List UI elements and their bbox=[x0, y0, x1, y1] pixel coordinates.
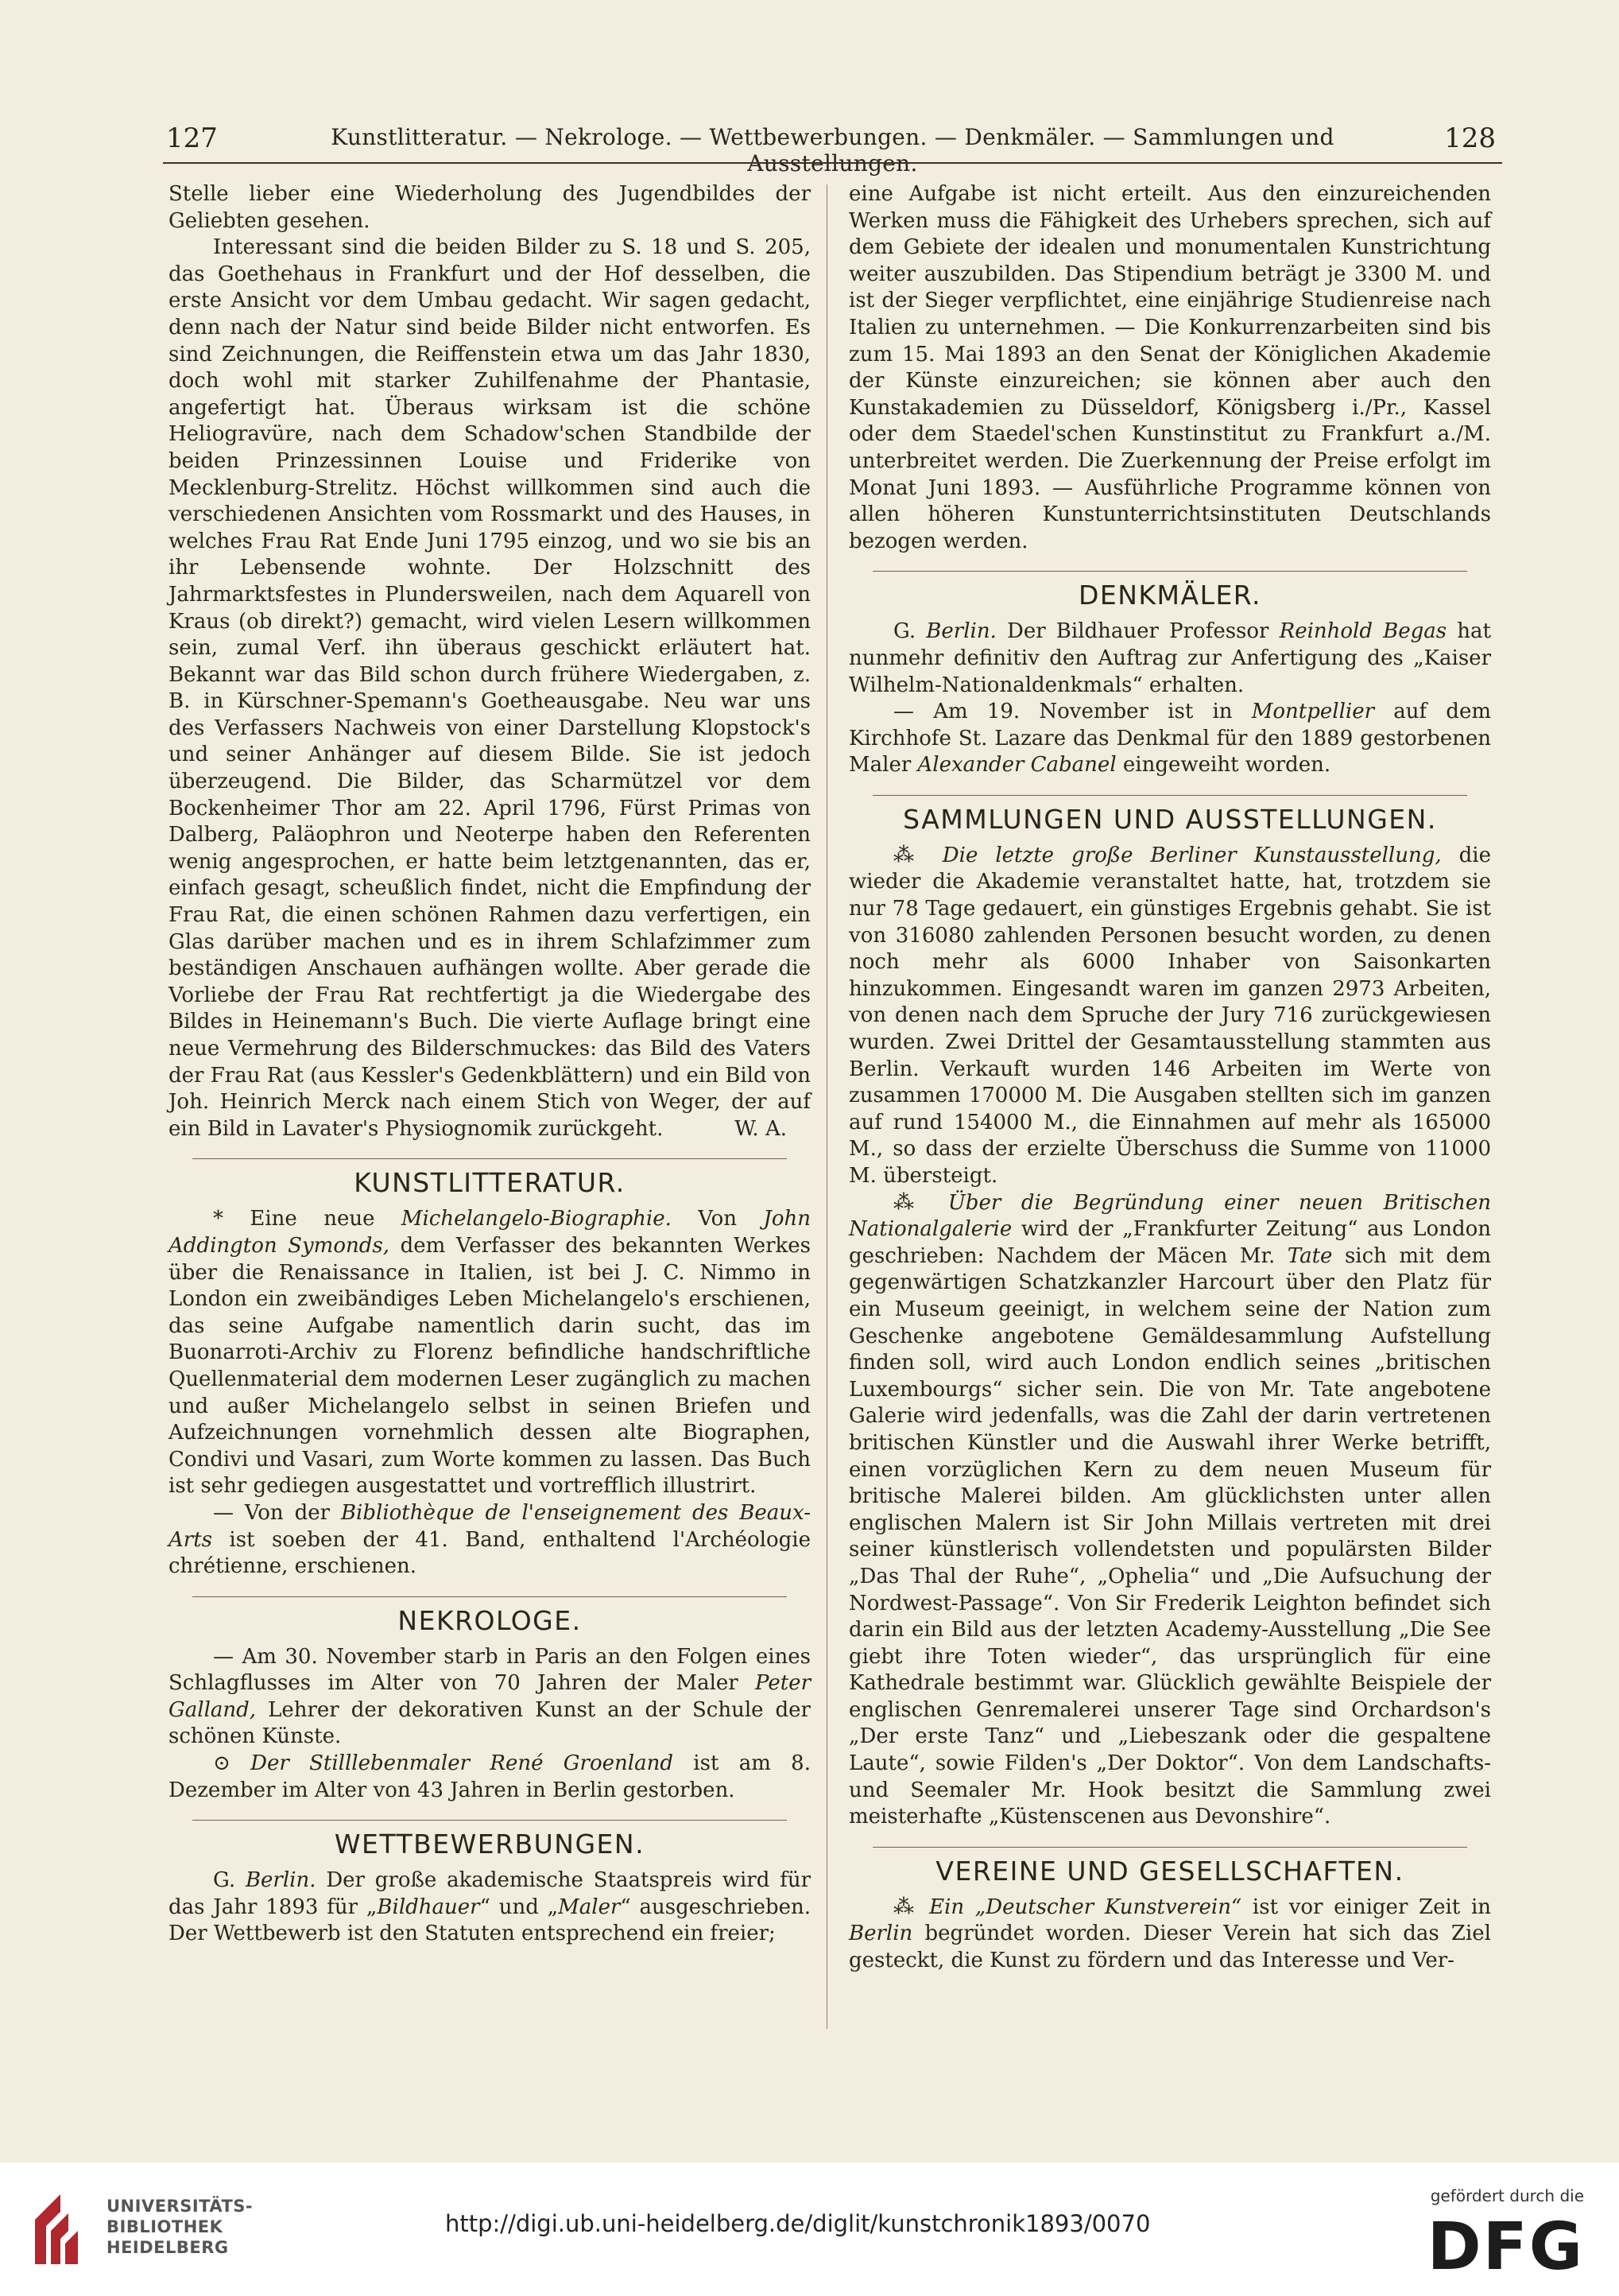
paragraph: — Am 30. November starb in Paris an den Folgen eines Schlagflusses im Alter von 70 Jahren der Maler Peter Galland, Lehrer der dekorativen Kunst an der Schule der schönen Künste. bbox=[168, 1644, 811, 1749]
paragraph: ⊙ Der Stilllebenmaler René Groenland ist am 8. Dezember im Alter von 43 Jahren in Berlin gestorben. bbox=[168, 1751, 811, 1802]
paragraph: ⁂ Die letzte große Berliner Kunstausstellung, die wieder die Akademie veranstaltet hatte, hat, trotzdem sie nur 78 Tage gedauert, ein günstiges Ergebnis gehabt. Sie ist von 316080 zahlenden Personen besucht worden, zu denen noch mehr als 6000 Inhaber von Saisonkarten hinzukommen. Eingesandt waren im ganzen 2973 Arbeiten, von denen nach dem Spruche der Jury 716 zurückgewiesen wurden. Zwei Drittel der Gesamtausstellung stammten aus Berlin. Verkauft wurden 146 Arbeiten im Werte von zusammen 170000 M. Die Ausgaben stellten sich im ganzen auf rund 154000 M., die Einnahmen auf mehr als 165000 M., so dass der erzielte Überschuss die Summe von 11000 M. übersteigt. bbox=[849, 843, 1491, 1188]
section-title-nekrologe: NEKROLOGE. bbox=[397, 1604, 582, 1636]
library-name: UNIVERSITÄTS- BIBLIOTHEK HEIDELBERG bbox=[107, 2197, 254, 2257]
university-library-logo-icon bbox=[32, 2188, 94, 2267]
funded-by-label: gefördert durch die bbox=[1430, 2186, 1584, 2205]
author-signature: W. A. bbox=[734, 1116, 787, 1141]
paragraph: * Eine neue Michelangelo-Biographie. Von John Addington Symonds, dem Verfasser des bekannten Werkes über die Renaissance in Italien, ist bei J. C. Nimmo in London ein zweibändiges Leben Michelangelo's erschienen, das seine Aufgabe namentlich darin sucht, das im Buonarroti-Archiv zu Florenz befindliche handschriftliche Quellenmaterial dem modernen Leser zugänglich zu machen und außer Michelangelo selbst in seinen Briefen und Aufzeichnungen vornehmlich dessen alte Biographen, Condivi und Vasari, zum Worte kommen zu lassen. Das Buch ist sehr gediegen ausgestattet und vortrefflich illustrirt. bbox=[168, 1207, 811, 1499]
header-rule bbox=[163, 162, 1502, 164]
right-column bbox=[849, 181, 1491, 1975]
section-title-vereine: VEREINE UND GESELLSCHAFTEN. bbox=[935, 1855, 1404, 1887]
section-title-wettbewerbungen: WETTBEWERBUNGEN. bbox=[334, 1829, 645, 1860]
section-title-sammlungen: SAMMLUNGEN UND AUSSTELLUNGEN. bbox=[903, 803, 1437, 835]
page-number-left: 127 bbox=[166, 122, 218, 154]
section-rule bbox=[192, 1820, 787, 1821]
section-title-denkmaeler: DENKMÄLER. bbox=[1078, 580, 1262, 611]
paragraph: — Von der Bibliothèque de l'enseignement des Beaux-Arts ist soeben der 41. Band, enthaltend l'Archéologie chrétienne, erschienen. bbox=[168, 1500, 811, 1579]
paragraph: Stelle lieber eine Wiederholung des Jugendbildes der Geliebten gesehen. bbox=[168, 182, 811, 233]
permalink-url[interactable]: http://digi.ub.uni-heidelberg.de/diglit/kunstchronik1893/0070 bbox=[445, 2210, 1151, 2237]
section-rule bbox=[873, 795, 1467, 796]
page-number-right: 128 bbox=[1444, 122, 1496, 154]
section-rule bbox=[873, 1847, 1467, 1848]
running-title: Kunstlitteratur. — Nekrologe. — Wettbewerbungen. — Denkmäler. — Sammlungen und Ausstellungen. bbox=[331, 124, 1334, 176]
paragraph: eine Aufgabe ist nicht erteilt. Aus den einzureichenden Werken muss die Fähigkeit des Urhebers sprechen, sich auf dem Gebiete der idealen und monumentalen Kunstrichtung weiter auszubilden. Das Stipendium beträgt je 3300 M. und ist der Sieger verpflichtet, eine einjährige Studienreise nach Italien zu unternehmen. — Die Konkurrenzarbeiten sind bis zum 15. Mai 1893 an den Senat der Königlichen Akademie der Künste einzureichen; sie können aber auch den Kunstakademien zu Düsseldorf, Königsberg i./Pr., Kassel oder dem Staedel'schen Kunstinstitut zu Frankfurt a./M. unterbreitet werden. Die Zuerkennung der Preise erfolgt im Monat Juni 1893. — Ausführliche Programme können von allen höheren Kunstunterrichtsinstituten Deutschlands bezogen werden. bbox=[849, 182, 1491, 553]
paragraph: G. Berlin. Der große akademische Staatspreis wird für das Jahr 1893 für „Bildhauer“ und „Maler“ ausgeschrieben. Der Wettbewerb ist den Statuten entsprechend ein freier; bbox=[168, 1868, 811, 1946]
section-rule bbox=[192, 1596, 787, 1597]
left-column bbox=[168, 181, 811, 1948]
paragraph: G. Berlin. Der Bildhauer Professor Reinhold Begas hat nunmehr definitiv den Auftrag zur Anfertigung des „Kaiser Wilhelm-Nationaldenkmals“ erhalten. bbox=[849, 619, 1491, 697]
paragraph bbox=[168, 235, 811, 1142]
section-rule bbox=[873, 571, 1467, 572]
dfg-logo: DFG bbox=[1427, 2209, 1584, 2285]
running-head bbox=[163, 118, 1502, 176]
paragraph: ⁂ Ein „Deutscher Kunstverein“ ist vor einiger Zeit in Berlin begründet worden. Dieser Verein hat sich das Ziel gesteckt, die Kunst zu fördern und das Interesse und Ver- bbox=[849, 1895, 1491, 1973]
paragraph: ⁂ Über die Begründung einer neuen Britischen Nationalgalerie wird der „Frankfurter Zeitung“ aus London geschrieben: Nachdem der Mäcen Mr. Tate sich mit dem gegenwärtigen Schatzkanzler Harcourt über den Platz für ein Museum geeinigt, in welchem seine der Nation zum Geschenke angebotene Gemäldesammlung Aufstellung finden soll, wird auch London endlich seines „britischen Luxembourgs“ sicher sein. Die von Mr. Tate angebotene Galerie wird jedenfalls, was die Zahl der darin vertretenen britischen Künstler und die Auswahl ihrer Werke betrifft, einen vorzüglichen Kern zu dem neuen Museum für britische Malerei bilden. Am glücklichsten unter allen englischen Malern ist Sir John Millais vertreten mit drei seiner künstlerisch vollendetsten und populärsten Bilder „Das Thal der Ruhe“, „Ophelia“ und „Die Aufsuchung der Nordwest-Passage“. Von Sir Frederik Leighton befindet sich darin ein Bild aus der letzten Academy-Ausstellung „Die See giebt ihre Toten wieder“, das ursprünglich für eine Kathedrale bestimmt war. Glücklich gewählte Beispiele der englischen Genremalerei unserer Tage sind Orchardson's „Der erste Tanz“ und „Liebeszank oder die gespaltene Laute“, sowie Filden's „Der Doktor“. Von dem Landschafts- und Seemaler Mr. Hook besitzt die Sammlung zwei meisterhafte „Küstenscenen aus Devonshire“. bbox=[849, 1190, 1491, 1829]
digitization-footer bbox=[0, 2162, 1619, 2296]
paragraph: — Am 19. November ist in Montpellier auf dem Kirchhofe St. Lazare das Denkmal für den 1889 gestorbenen Maler Alexander Cabanel eingeweiht worden. bbox=[849, 700, 1491, 778]
section-rule bbox=[192, 1158, 787, 1159]
section-title-kunstlitteratur: KUNSTLITTERATUR. bbox=[354, 1167, 626, 1199]
paragraph-text: Interessant sind die beiden Bilder zu S. 18 und S. 205, das Goethehaus in Frankfurt und der Hof desselben, die erste Ansicht vor dem Umbau gedacht. Wir sagen gedacht, denn nach der Natur sind beide Bilder nicht entworfen. Es sind Zeichnungen, die Reiffenstein etwa um das Jahr 1830, doch wohl mit starker Zuhilfenahme der Phantasie, angefertigt hat. Überaus wirksam ist die schöne Heliogravüre, nach dem Schadow'schen Standbilde der beiden Prinzessinnen Louise und Friderike von Mecklenburg-Strelitz. Höchst willkommen sind auch die verschiedenen Ansichten vom Rossmarkt und des Hauses, in welches Frau Rat Ende Juni 1795 einzog, und wo sie bis an ihr Lebensende wohnte. Der Holzschnitt des Jahrmarktsfestes in Plundersweilen, nach dem Aquarell von Kraus (ob direkt?) gemacht, wird vielen Lesern willkommen sein, zumal Verf. ihn überaus geschickt erläutert hat. Bekannt war das Bild schon durch frühere Wiedergaben, z. B. in Kürschner-Spemann's Goetheausgabe. Neu war uns des Verfassers Nachweis von einer Darstellung Klopstock's und seiner Anhänger auf diesem Bilde. Sie ist jedoch überzeugend. Die Bilder, das Scharmützel vor dem Bockenheimer Thor am 22. April 1796, Fürst Primas von Dalberg, Paläophron und Neoterpe haben den Referenten wenig angesprochen, er hatte beim letztgenannten, das er, einfach gesagt, scheußlich findet, nicht die Empfindung der Frau Rat, die einen schönen Rahmen dazu verfertigen, ein Glas darüber machen und es in ihrem Schlafzimmer zum beständigen Anschauen aufhängen wollte. Aber gerade die Vorliebe der Frau Rat rechtfertigt ja die Wiedergabe des Bildes in Heinemann's Buch. Die vierte Auflage bringt eine neue Vermehrung des Bilderschmuckes: das Bild des Vaters der Frau Rat (aus Kessler's Gedenkblättern) und ein Bild von Joh. Heinrich Merck nach einem Stich von Weger, der auf ein Bild in Lavater's Physiognomik zurückgeht. bbox=[168, 235, 811, 1141]
